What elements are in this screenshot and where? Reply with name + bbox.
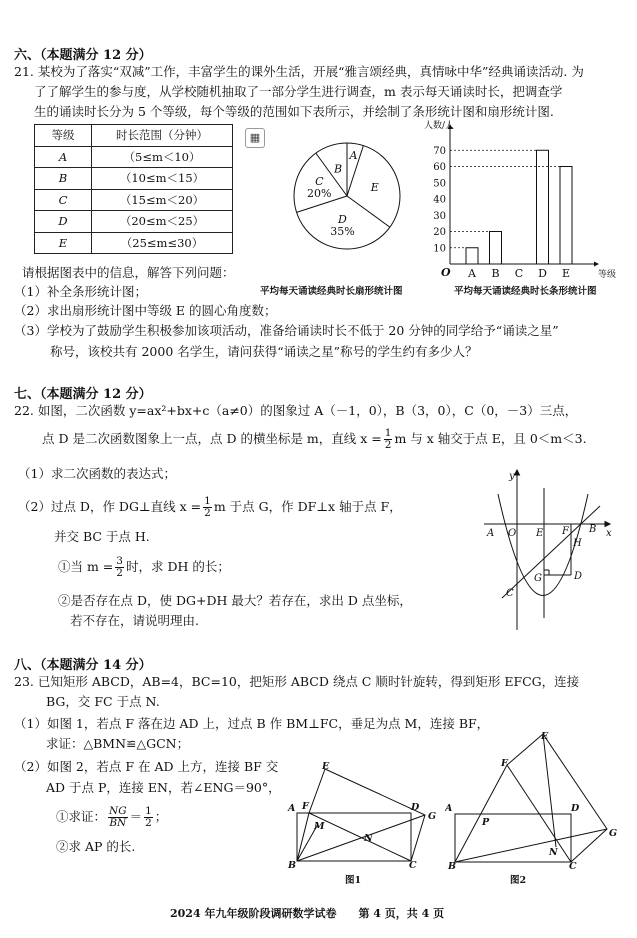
q23-part-1-a: （1）如图 1，若点 F 落在边 AD 上，过点 B 作 BM⊥FC，垂足为点 M，连接 BF， <box>14 716 490 731</box>
label-y: y <box>509 471 515 482</box>
table-row <box>35 146 233 168</box>
fraction-three-halves <box>115 556 124 579</box>
q22-sub1-b: 时，求 DH 的长； <box>125 559 230 574</box>
fig1-label-e: E <box>322 761 330 772</box>
segment-bg <box>455 829 607 862</box>
fig2-label-c: C <box>569 861 577 870</box>
pie-label-c: C <box>315 174 324 188</box>
rectangle-efcg <box>507 734 607 862</box>
table-cell: A <box>35 146 92 168</box>
bar-a <box>466 248 478 264</box>
fig2-label-a: A <box>445 803 453 814</box>
q23-line-1: 23. 已知矩形 ABCD，AB=4，BC=10，把矩形 ABCD 绕点 C 顺时针旋转，得到矩形 EFCG，连接 <box>14 674 580 689</box>
q21-part-1: （1）补全条形统计图； <box>14 284 147 299</box>
label-g: G <box>534 573 542 584</box>
table-header-row <box>35 125 233 147</box>
fraction-half <box>384 428 393 451</box>
bar-category-label: B <box>491 267 500 278</box>
fig2-label-f: F <box>501 758 508 769</box>
bar-y-tick-label: 40 <box>433 194 446 206</box>
bar-d <box>537 150 549 264</box>
bar-caption: 平均每天诵读经典时长条形统计图 <box>454 286 597 297</box>
table-row <box>35 168 233 190</box>
x-axis-arrow-icon <box>605 522 610 527</box>
label-h: H <box>573 538 582 549</box>
table-cell: （15≤m＜20） <box>92 189 233 211</box>
table-row <box>35 189 233 211</box>
fraction-numerator: NG <box>109 805 127 817</box>
page-footer: 2024 年九年级阶段调研数学试卷 第 4 页，共 4 页 <box>170 907 445 920</box>
q21-line-3: 生的诵读时长分为 5 个等级，每个等级的范围如下表所示，并绘制了条形统计图和扇形统计图. <box>34 104 554 119</box>
bar-y-tick-label: 60 <box>433 162 446 173</box>
bar-y-tick-label: 70 <box>433 145 446 157</box>
table-cell: E <box>35 232 92 254</box>
q21-line-1: 21. 某校为了落实“双减”工作，丰富学生的课外生活，开展“雅言颂经典，真情咏中华”经典诵读活动. 为 <box>14 64 584 79</box>
bar-y-label: 人数/人 <box>424 121 455 131</box>
table-cell: C <box>35 189 92 211</box>
table-row <box>35 211 233 233</box>
fraction-denominator: 2 <box>204 507 211 519</box>
bar-e <box>560 167 572 265</box>
bar-x-label: 等级 <box>598 270 617 278</box>
label-c: C <box>506 588 514 599</box>
q22-part-2-sub-2-b: 若不存在，请说明理由. <box>70 613 199 628</box>
fraction-half <box>203 496 212 519</box>
label-a: A <box>487 528 495 539</box>
figure-1-caption: 图1 <box>345 875 362 886</box>
label-b: B <box>589 524 597 535</box>
q23-part-1-b: 求证：△BMN≌△GCN； <box>46 736 190 751</box>
label-d: D <box>574 571 583 582</box>
section-6-title: 六、（本题满分 12 分） <box>14 48 152 63</box>
fig2-label-d: D <box>571 803 580 814</box>
fig1-label-a: A <box>288 803 296 814</box>
fig2-label-p: P <box>482 817 490 828</box>
fig1-label-d: D <box>411 802 420 813</box>
section-7-title: 七、（本题满分 12 分） <box>14 387 152 402</box>
fraction-ng-bn <box>108 806 128 829</box>
q23-sub1-label: ①求证： <box>56 809 107 824</box>
pie-label-e: E <box>370 180 379 194</box>
semicolon: ； <box>154 809 168 824</box>
table-cell: （10≤m＜15） <box>92 168 233 190</box>
bar-y-tick-label: 20 <box>433 227 446 238</box>
label-x: x <box>606 528 612 539</box>
q23-part-2-sub-1 <box>56 806 167 829</box>
pie-label-a: A <box>349 149 358 163</box>
parabola-figure <box>478 466 618 632</box>
segment-bf <box>297 813 309 861</box>
q23-part-2-a: （2）如图 2，若点 F 在 AD 上方，连接 BF 交 <box>14 759 279 774</box>
label-e: E <box>536 528 544 539</box>
figure-2 <box>445 728 625 870</box>
bar-chart <box>420 118 620 278</box>
q22-line-2-a: 点 D 是二次函数图象上一点，点 D 的横坐标是 m，直线 x = <box>42 431 382 446</box>
q21-line-2: 了了解学生的参与度，从学校随机抽取了一部分学生进行调查，m 表示每天诵读时长，把调查学 <box>34 84 563 99</box>
fig2-label-n: N <box>549 847 558 858</box>
q22-part-2-a: （2）过点 D，作 DG⊥直线 x = <box>18 499 202 514</box>
q22-line-2 <box>42 428 587 451</box>
fig2-label-b: B <box>448 861 457 870</box>
table-header-cell: 等级 <box>35 125 92 147</box>
q22-part-2-sub-1 <box>58 556 230 579</box>
table-cell: （5≤m＜10） <box>92 146 233 168</box>
bar-category-label: C <box>514 267 524 278</box>
fig1-label-g: G <box>428 811 437 822</box>
bar-y-tick-label: 10 <box>433 243 446 255</box>
q22-line-2-b: m 与 x 轴交于点 E，且 0＜m＜3. <box>394 431 587 446</box>
table-icon[interactable]: ▦ <box>245 128 265 148</box>
bar-category-label: E <box>561 267 571 278</box>
q22-line-1: 22. 如图，二次函数 y=ax²+bx+c（a≠0）的图象过 A（－1，0），B（3，0），C（0，－3）三点， <box>14 403 578 418</box>
q22-part-2-sub-2-a: ②是否存在点 D，使 DG+DH 最大？若存在，求出 D 点坐标， <box>58 593 412 608</box>
bar-y-tick-label: 50 <box>433 178 446 190</box>
table-cell: D <box>35 211 92 233</box>
fraction-numerator: 1 <box>145 805 152 817</box>
rectangle-efcg <box>309 769 425 861</box>
fig1-label-f: F <box>302 801 309 812</box>
pie-label-c-percent: 20% <box>307 186 332 200</box>
pie-caption: 平均每天诵读经典时长扇形统计图 <box>260 286 403 297</box>
bar-category-label: D <box>538 267 547 278</box>
table-cell: （25≤m≤30） <box>92 232 233 254</box>
q21-part-2: （2）求出扇形统计图中等级 E 的圆心角度数； <box>14 303 277 318</box>
figure-2-caption: 图2 <box>510 875 527 886</box>
q21-part-3-line-1: （3）学校为了鼓励学生积极参加该项活动，准备给诵读时长不低于 20 分钟的同学给予“诵读之星” <box>14 323 559 338</box>
q22-part-2-c: 并交 BC 于点 H. <box>54 529 150 544</box>
fraction-half <box>144 806 153 829</box>
fraction-numerator: 1 <box>204 495 211 507</box>
equals-sign: ＝ <box>129 809 143 824</box>
table-cell: B <box>35 168 92 190</box>
label-o: O <box>508 528 517 539</box>
q22-sub1-a: ①当 m = <box>58 559 114 574</box>
fig2-label-g: G <box>609 828 618 839</box>
fig2-label-e: E <box>541 731 549 742</box>
q21-part-3-line-2: 称号，该校共有 2000 名学生，请问获得“诵读之星”称号的学生约有多少人？ <box>50 344 478 359</box>
pie-label-d: D <box>338 212 347 226</box>
fraction-denominator: 2 <box>116 567 123 579</box>
bar-category-label: A <box>468 267 476 278</box>
label-f: F <box>562 526 569 537</box>
bar-y-tick-label: 30 <box>433 210 446 222</box>
bar-origin-label: O <box>441 266 451 278</box>
q23-line-2: BG，交 FC 于点 N. <box>46 694 160 709</box>
fig1-label-c: C <box>409 860 417 870</box>
pie-chart <box>285 142 415 254</box>
bar-x-arrow-icon <box>594 262 599 267</box>
table-header-cell: 时长范围（分钟） <box>92 125 233 147</box>
fraction-denominator: 2 <box>145 817 152 829</box>
figure-1 <box>285 760 445 870</box>
q22-part-2 <box>18 496 402 519</box>
pie-label-d-percent: 35% <box>330 224 355 238</box>
pie-label-b: B <box>333 162 343 176</box>
fraction-numerator: 3 <box>116 555 123 567</box>
fraction-numerator: 1 <box>384 427 392 439</box>
fraction-denominator: 2 <box>384 439 392 451</box>
table-cell: （20≤m＜25） <box>92 211 233 233</box>
fig1-label-m: M <box>314 821 325 832</box>
fig1-label-b: B <box>288 860 297 870</box>
q21-prompt: 请根据图表中的信息，解答下列问题： <box>22 265 235 280</box>
q22-part-2-b: m 于点 G，作 DF⊥x 轴于点 F， <box>213 499 402 514</box>
fraction-denominator: BN <box>109 817 127 829</box>
bar-b <box>490 232 502 265</box>
q23-part-2-sub-2: ②求 AP 的长. <box>56 839 136 854</box>
level-table <box>34 124 233 254</box>
section-8-title: 八、（本题满分 14 分） <box>14 658 152 673</box>
table-row <box>35 232 233 254</box>
y-axis-arrow-icon <box>515 470 520 475</box>
q23-part-2-b: AD 于点 P，连接 EN，若∠ENG＝90°， <box>46 780 281 795</box>
q22-part-1: （1）求二次函数的表达式； <box>18 466 176 481</box>
fig1-label-n: N <box>364 833 373 844</box>
